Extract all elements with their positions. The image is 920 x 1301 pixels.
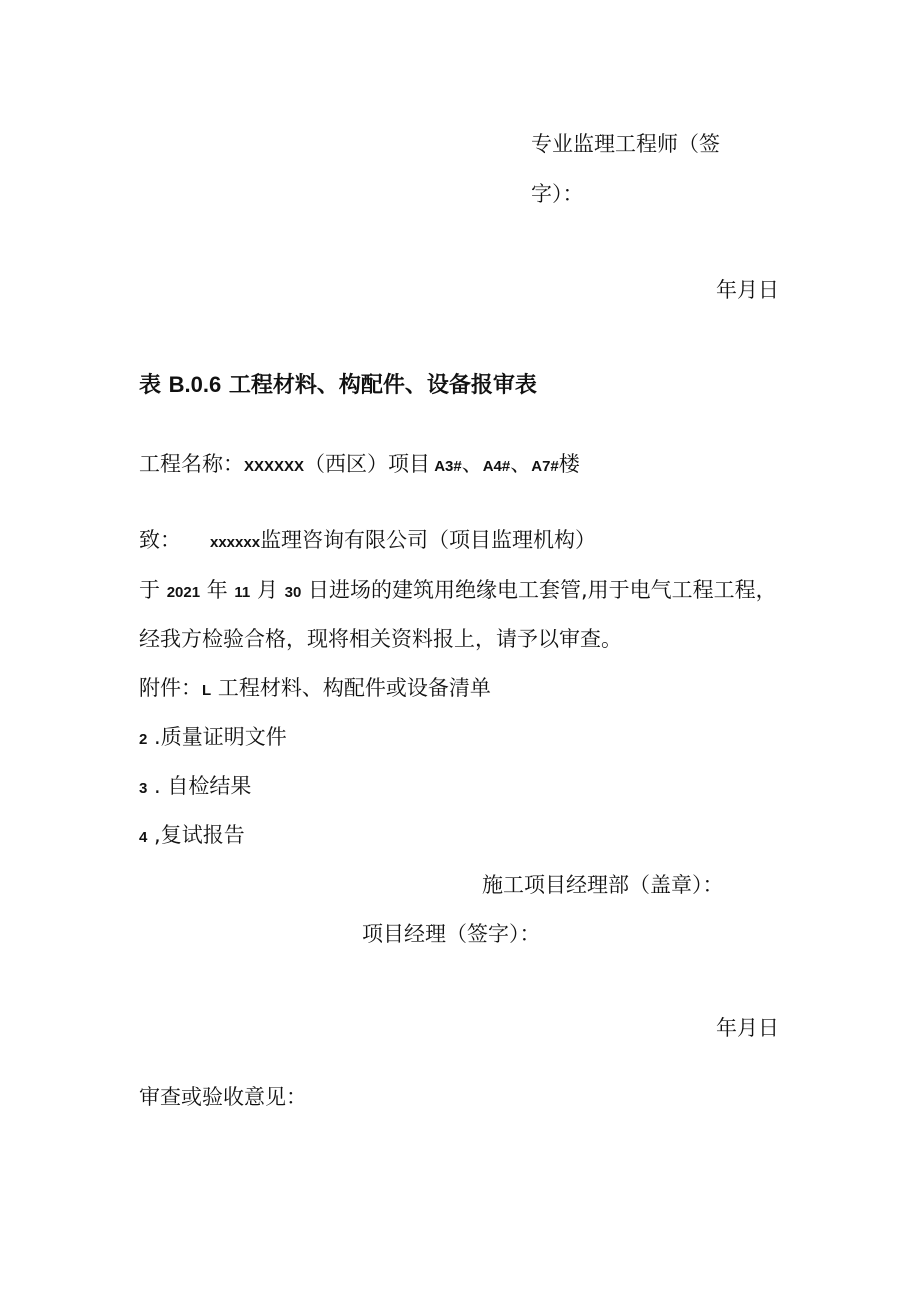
entry-day: 30 [284,584,302,601]
addressee-line [139,526,181,554]
attachment-item-3 [139,772,251,803]
attachment-number: 3 [139,780,148,797]
attachment-text: ,复试报告 [147,823,245,847]
addressee-company [210,526,596,557]
attachment-item-4 [139,821,245,852]
entry-month: 11 [234,584,251,601]
project-code: XXXXXX [244,458,305,475]
review-opinion-label: 审查或验收意见： [139,1085,307,1109]
project-name-line: 工程名称：XXXXXX（西区）项目 A3#、A4#、A7#楼 [139,452,580,476]
attachment-text: . 自检结果 [147,774,252,798]
attachments-label: 附件： [139,676,202,700]
attachment-number: 4 [139,829,148,846]
entry-year: 2021 [166,584,201,601]
attachment-text: 工程材料、构配件或设备清单 [211,676,491,700]
contractor-seal-label: 施工项目经理部（盖章）： [482,873,724,897]
engineer-signature-label [531,130,720,158]
addressee-label: 致： [139,528,181,552]
attachment-item-1 [139,674,491,705]
top-date-label: 年月日 [716,278,779,302]
project-manager-signature-label: 项目经理（签字）： [362,922,541,946]
body-line-1: 于 2021 年 11 月 30 日进场的建筑用绝缘电工套管,用于电气工程工程， [139,578,777,602]
engineer-signature-label-line1: 专业监理工程师（签 [531,132,720,156]
body-line-2: 经我方检验合格，现将相关资料报上，请予以审查。 [139,627,622,651]
engineer-signature-label-continued [531,180,584,208]
project-name-label: 工程名称： [139,452,244,476]
attachment-text: .质量证明文件 [147,725,287,749]
company-code: xxxxxx [210,534,261,551]
attachment-item-2 [139,723,287,754]
attachment-number: 2 [139,731,148,748]
contractor-date-label: 年月日 [716,1016,779,1040]
company-name: 监理咨询有限公司（项目监理机构） [260,528,597,552]
form-title: 表 B.0.6 工程材料、构配件、设备报审表 [139,372,537,398]
engineer-signature-label-line2: 字）： [531,182,584,206]
form-code: B.0.6 [168,372,222,397]
attachment-number: L [202,682,212,699]
